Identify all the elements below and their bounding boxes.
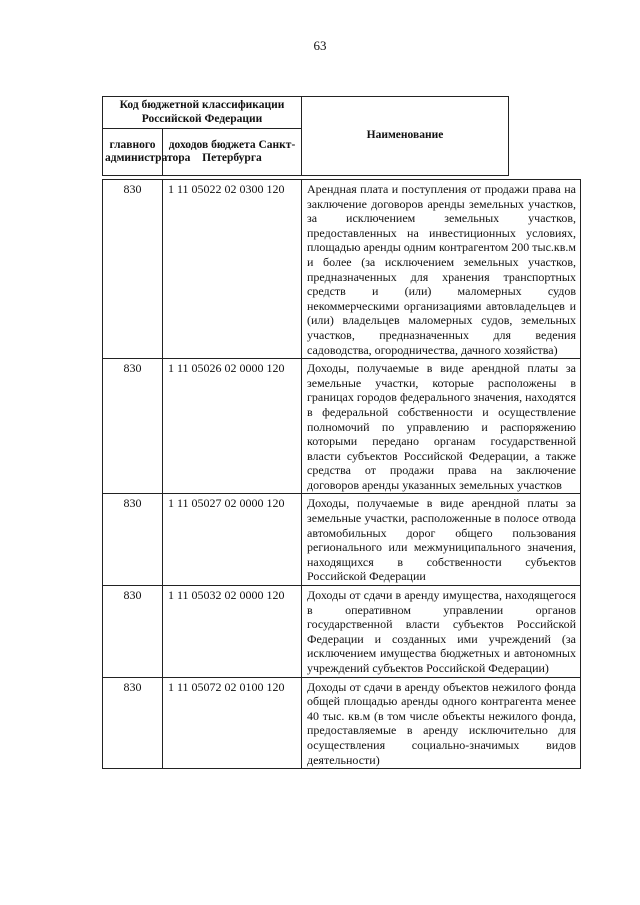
income-name: Доходы, получаемые в виде арендной платы за земельные участки, расположенные в полосе отвода автомобильных дорог общего пользования регионального или межмуниципального значения, находящихся в собственности субъектов Российской Федерации — [302, 494, 581, 586]
income-name: Доходы, получаемые в виде арендной платы за земельные участки, которые расположены в границах городов федерального значения, находятся в федеральной собственности и осуществление полномочий по управлению и распоряжению которыми передано органам государственной власти субъектов Российской Федерации, а также средства от продажи права на заключение договоров аренды указанных земельных участков — [302, 359, 581, 494]
admin-code: 830 — [103, 494, 163, 586]
table-row — [103, 586, 581, 678]
income-code: 1 11 05032 02 0000 120 — [163, 586, 302, 678]
admin-code: 830 — [103, 359, 163, 494]
income-codes-table — [102, 179, 581, 769]
admin-code: 830 — [103, 677, 163, 769]
header-chief-administrator: главного администратора — [103, 129, 163, 176]
header-table — [102, 96, 509, 176]
admin-code: 830 — [103, 586, 163, 678]
income-code: 1 11 05027 02 0000 120 — [163, 494, 302, 586]
income-name: Доходы от сдачи в аренду объектов нежилого фонда общей площадью аренды одного контрагента менее 40 тыс. кв.м (в том числе объекты нежилого фонда, предоставляемые в аренду исключительно для осуществления социально-значимых видов деятельности) — [302, 677, 581, 769]
table-row — [103, 180, 581, 359]
income-code: 1 11 05072 02 0100 120 — [163, 677, 302, 769]
income-name: Арендная плата и поступления от продажи права на заключение договоров аренды земельных участков, за исключением земельных участков, предоставленных на инвестиционных условиях, площадью аренды одним контрагентом 200 тыс.кв.м и более (за исключением земельных участков, предназначенных для хранения транспортных средств и (или) маломерных судов некоммерческими организациями автовладельцев и (или) владельцев маломерных судов, земельных участков, предназначенных для ведения садоводства, огородничества, дачного хозяйства) — [302, 180, 581, 359]
admin-code: 830 — [103, 180, 163, 359]
table-row — [103, 677, 581, 769]
page-number: 63 — [313, 38, 327, 53]
income-code: 1 11 05026 02 0000 120 — [163, 359, 302, 494]
header-name: Наименование — [302, 97, 509, 176]
header-budget-income: доходов бюджета Санкт-Петербурга — [163, 129, 302, 176]
header-budget-classification-code: Код бюджетной классификации Российской Федерации — [103, 97, 302, 129]
table-row — [103, 494, 581, 586]
income-code: 1 11 05022 02 0300 120 — [163, 180, 302, 359]
table-row — [103, 359, 581, 494]
income-name: Доходы от сдачи в аренду имущества, находящегося в оперативном управлении органов государственной власти субъектов Российской Федерации и созданных ими учреждений (за исключением имущества бюджетных и автономных учреждений субъектов Российской Федерации) — [302, 586, 581, 678]
